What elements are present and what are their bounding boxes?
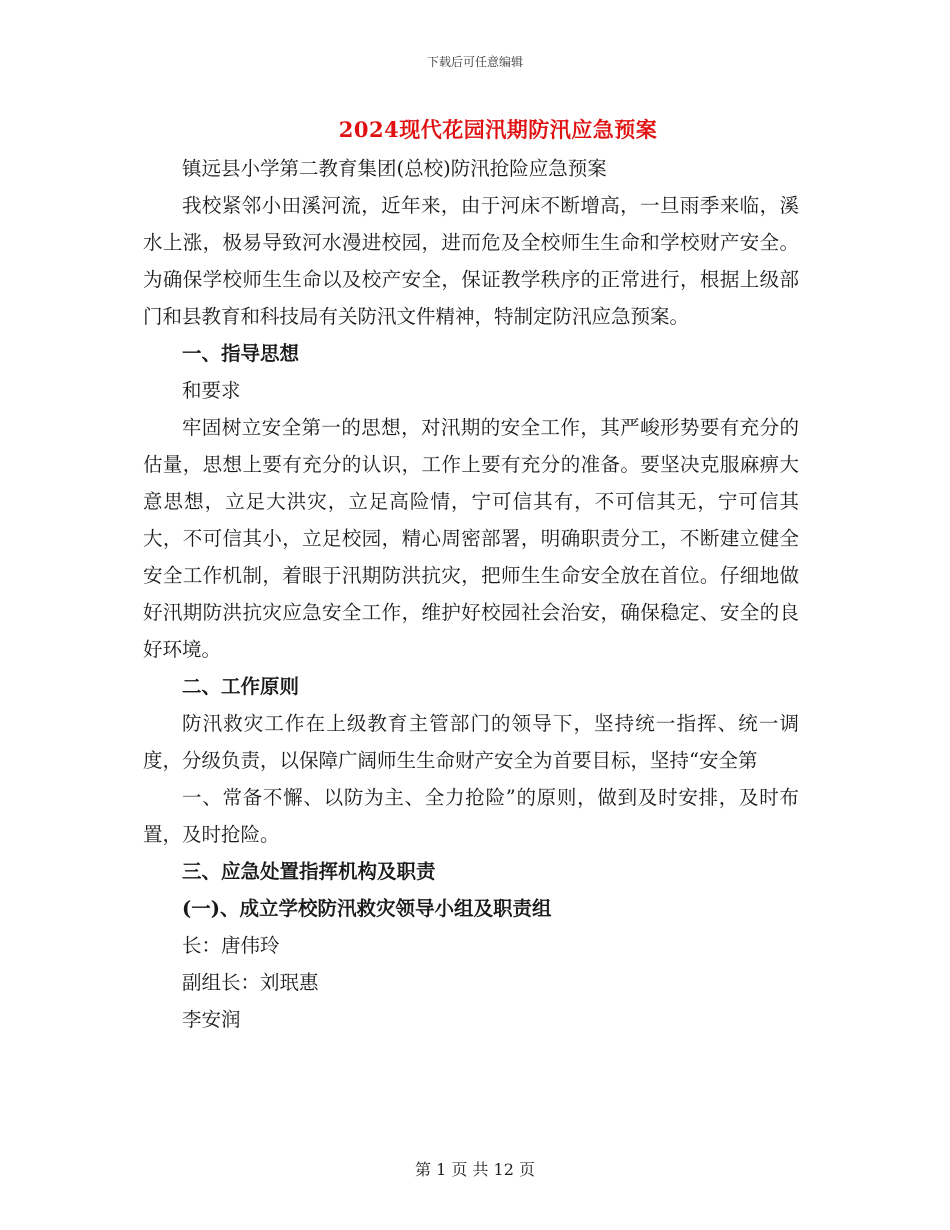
document-body <box>143 150 799 1038</box>
intro-paragraph: 我校紧邻小田溪河流，近年来，由于河床不断增高，一旦雨季来临，溪水上涨，极易导致河水漫进校园，进而危及全校师生生命和学校财产安全。为确保学校师生生命以及校产安全，保证教学秩序的正常进行，根据上级部门和县教育和科技局有关防汛文件精神，特制定防汛应急预案。 <box>143 194 799 328</box>
member-line: 李安润 <box>182 1008 241 1031</box>
paragraph-requirements: 和要求 <box>182 379 241 402</box>
guiding-thought-paragraph: 牢固树立安全第一的思想，对汛期的安全工作，其严峻形势要有充分的估量，思想上要有充分的认识，工作上要有充分的准备。要坚决克服麻痹大意思想，立足大洪灾，立足高险情，宁可信其有，不可信其无，宁可信其大，不可信其小，立足校园，精心周密部署，明确职责分工，不断建立健全安全工作机制，着眼于汛期防洪抗灾，把师生生命安全放在首位。仔细地做好汛期防洪抗灾应急安全工作，维护好校园社会治安，确保稳定、安全的良好环境。 <box>143 416 799 661</box>
deputy-leader-line: 副组长：刘珉惠 <box>182 971 319 994</box>
section-heading-3: 三、应急处置指挥机构及职责 <box>182 860 436 883</box>
subtitle-paragraph: 镇远县小学第二教育集团(总校)防汛抢险应急预案 <box>182 157 607 180</box>
subsection-heading-1: (一)、成立学校防汛救灾领导小组及职责组 <box>182 897 552 920</box>
page-footer: 第 1 页 共 12 页 <box>415 1160 535 1179</box>
work-principle-paragraph-2: 一、常备不懈、以防为主、全力抢险”的原则，做到及时安排，及时布置，及时抢险。 <box>143 786 799 846</box>
leader-line: 长：唐伟玲 <box>182 934 280 957</box>
section-heading-1: 一、指导思想 <box>182 342 300 365</box>
section-heading-2: 二、工作原则 <box>182 675 300 698</box>
document-title: 2024现代花园汛期防汛应急预案 <box>338 117 658 142</box>
work-principle-paragraph: 防汛救灾工作在上级教育主管部门的领导下，坚持统一指挥、统一调度，分级负责，以保障广阔师生生命财产安全为首要目标，坚持“安全第 <box>143 712 799 772</box>
header-note: 下载后可任意编辑 <box>426 55 523 69</box>
